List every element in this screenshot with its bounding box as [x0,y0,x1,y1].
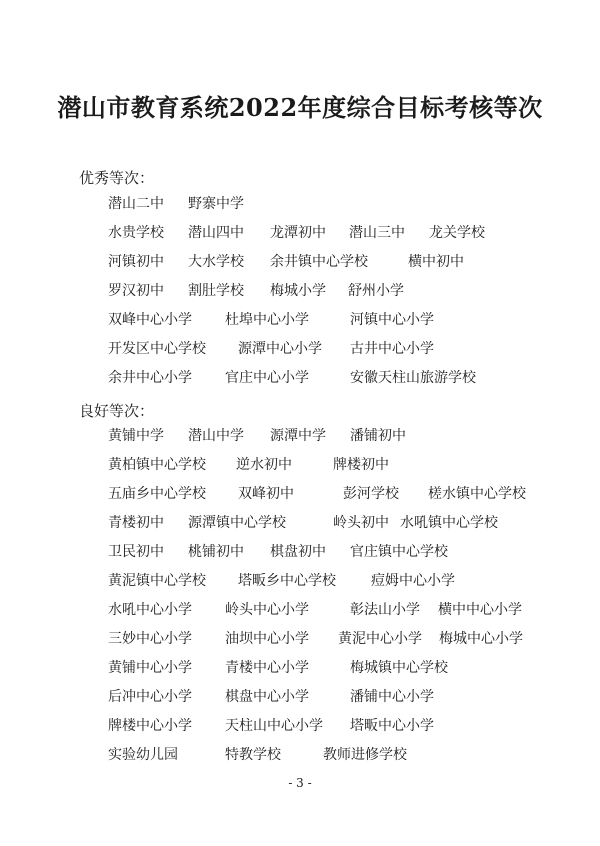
school-name: 水吼中心小学 [108,602,192,618]
school-name: 棋盘初中 [270,544,326,560]
school-name: 彰法山小学 [350,602,420,618]
school-name: 罗汉初中 [108,283,164,299]
school-name: 教师进修学校 [323,747,407,763]
school-name: 桃铺初中 [188,544,244,560]
school-name: 古井中心小学 [350,341,434,357]
section-label: 良好等次： [79,402,155,420]
school-list-row [108,367,578,389]
school-name: 舒州小学 [348,283,404,299]
school-name: 源潭中心小学 [238,341,322,357]
school-name: 黄泥镇中心学校 [108,573,206,589]
school-name: 水吼镇中心学校 [400,515,498,531]
school-name: 官庄中心小学 [225,370,309,386]
school-name: 实验幼儿园 [108,747,178,763]
school-list-row [108,541,578,563]
school-list-row [108,222,578,244]
school-name: 安徽天柱山旅游学校 [350,370,476,386]
school-name: 开发区中心学校 [108,341,206,357]
school-name: 官庄镇中心学校 [350,544,448,560]
school-list-row [108,280,578,302]
school-list-row [108,599,578,621]
school-name: 岭头中心小学 [225,602,309,618]
school-name: 彭河学校 [343,486,399,502]
school-list-row [108,483,578,505]
school-name: 源潭中学 [270,428,326,444]
school-list-row [108,628,578,650]
school-name: 潜山二中 [108,196,164,212]
school-list-row [108,512,578,534]
school-list-row [108,193,578,215]
school-name: 梅城中心小学 [439,631,523,647]
school-name: 梅城镇中心学校 [350,660,448,676]
school-list-row [108,454,578,476]
school-name: 梅城小学 [270,283,326,299]
school-name: 双峰中心小学 [108,312,192,328]
school-name: 横中初中 [408,254,464,270]
school-name: 牌楼中心小学 [108,718,192,734]
school-name: 野寨中学 [188,196,244,212]
school-name: 源潭镇中心学校 [188,515,286,531]
school-name: 逆水初中 [236,457,292,473]
school-name: 天柱山中心小学 [225,718,323,734]
school-name: 五庙乡中心学校 [108,486,206,502]
school-name: 卫民初中 [108,544,164,560]
school-name: 双峰初中 [238,486,294,502]
school-name: 牌楼初中 [333,457,389,473]
page-number: - 3 - [288,776,312,790]
school-list-row [108,686,578,708]
school-name: 油坝中心小学 [225,631,309,647]
school-name: 河镇中心小学 [350,312,434,328]
school-list-row [108,309,578,331]
school-name: 塔畈乡中心学校 [238,573,336,589]
school-name: 潜山三中 [349,225,405,241]
school-name: 杜埠中心小学 [225,312,309,328]
school-name: 后冲中心小学 [108,689,192,705]
school-name: 横中中心小学 [438,602,522,618]
school-name: 潜山中学 [188,428,244,444]
school-name: 水贵学校 [108,225,164,241]
school-name: 潘铺初中 [350,428,406,444]
school-list-row [108,425,578,447]
school-name: 黄柏镇中心学校 [108,457,206,473]
school-name: 割肚学校 [188,283,244,299]
school-name: 塔畈中心小学 [350,718,434,734]
school-name: 龙关学校 [429,225,485,241]
school-name: 黄铺中心小学 [108,660,192,676]
school-name: 槎水镇中心学校 [428,486,526,502]
section-label: 优秀等次： [79,169,155,187]
school-list-row [108,744,578,766]
school-list-row [108,251,578,273]
school-name: 特教学校 [225,747,281,763]
school-name: 三妙中心小学 [108,631,192,647]
school-name: 岭头初中 [333,515,389,531]
school-name: 棋盘中心小学 [225,689,309,705]
school-name: 潘铺中心小学 [350,689,434,705]
school-name: 大水学校 [188,254,244,270]
school-name: 余井镇中心学校 [270,254,368,270]
school-name: 黄泥中心小学 [338,631,422,647]
school-name: 青楼初中 [108,515,164,531]
school-name: 青楼中心小学 [225,660,309,676]
school-list-row [108,715,578,737]
school-list-row [108,570,578,592]
school-name: 潜山四中 [188,225,244,241]
school-name: 余井中心小学 [108,370,192,386]
document-title: 潜山市教育系统2022年度综合目标考核等次 [57,93,543,122]
school-list-row [108,338,578,360]
school-name: 黄铺中学 [108,428,164,444]
school-name: 龙潭初中 [270,225,326,241]
school-list-row [108,657,578,679]
school-name: 痘姆中心小学 [371,573,455,589]
school-name: 河镇初中 [108,254,164,270]
